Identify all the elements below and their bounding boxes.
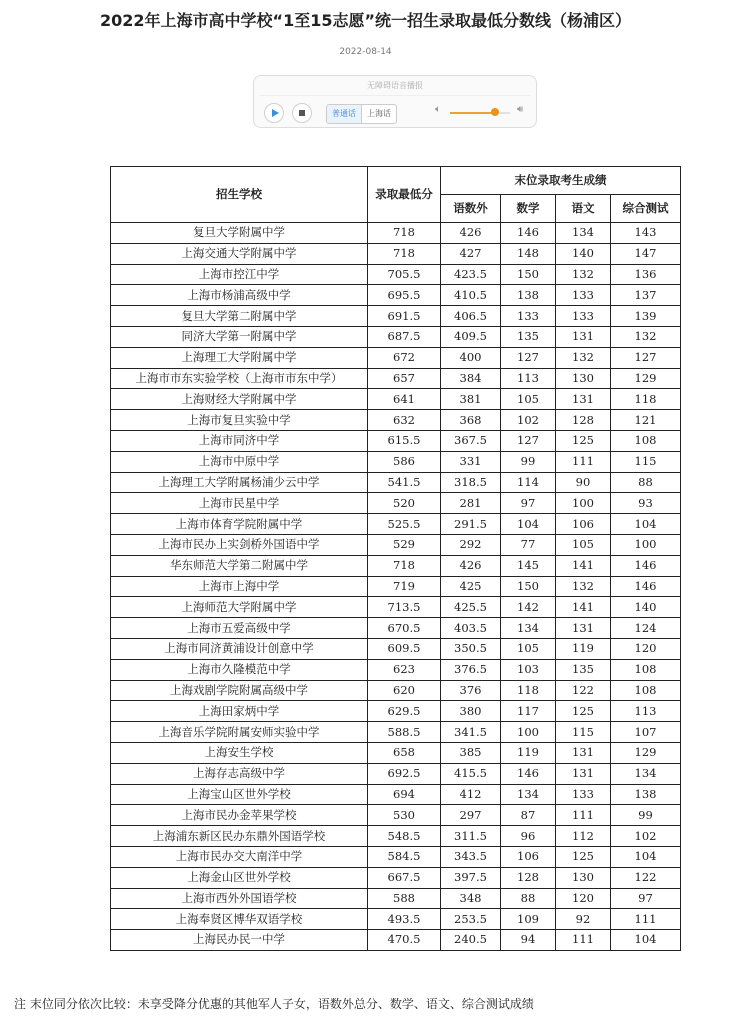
min-score-cell: 705.5	[368, 264, 441, 285]
school-cell: 复旦大学附属中学	[111, 223, 368, 244]
table-row	[111, 659, 681, 680]
chinese-cell: 90	[556, 472, 611, 493]
school-cell: 上海市上海中学	[111, 576, 368, 597]
min-score-cell: 588	[368, 888, 441, 909]
table-row	[111, 701, 681, 722]
ycw-cell: 425.5	[441, 597, 501, 618]
min-score-cell: 658	[368, 742, 441, 763]
comprehensive-cell: 115	[611, 451, 681, 472]
chinese-cell: 141	[556, 597, 611, 618]
school-cell: 上海师范大学附属中学	[111, 597, 368, 618]
audio-player	[253, 75, 537, 128]
ycw-cell: 409.5	[441, 326, 501, 347]
comprehensive-cell: 140	[611, 597, 681, 618]
comprehensive-cell: 146	[611, 555, 681, 576]
ycw-cell: 343.5	[441, 846, 501, 867]
ycw-cell: 403.5	[441, 618, 501, 639]
comprehensive-cell: 102	[611, 826, 681, 847]
table-row	[111, 680, 681, 701]
school-cell: 上海市民星中学	[111, 493, 368, 514]
math-cell: 134	[501, 618, 556, 639]
comprehensive-cell: 104	[611, 930, 681, 951]
school-cell: 上海音乐学院附属安师实验中学	[111, 722, 368, 743]
chinese-cell: 115	[556, 722, 611, 743]
header-comprehensive: 综合测试	[611, 195, 681, 223]
school-cell: 上海市西外外国语学校	[111, 888, 368, 909]
school-cell: 上海市民办交大南洋中学	[111, 846, 368, 867]
ycw-cell: 331	[441, 451, 501, 472]
math-cell: 142	[501, 597, 556, 618]
ycw-cell: 240.5	[441, 930, 501, 951]
header-math: 数学	[501, 195, 556, 223]
comprehensive-cell: 97	[611, 888, 681, 909]
speaker-high-icon: 🔊︎	[517, 104, 524, 115]
ycw-cell: 426	[441, 555, 501, 576]
ycw-cell: 253.5	[441, 909, 501, 930]
school-cell: 上海理工大学附属中学	[111, 347, 368, 368]
math-cell: 97	[501, 493, 556, 514]
volume-fill	[450, 112, 495, 114]
min-score-cell: 529	[368, 534, 441, 555]
table-row	[111, 722, 681, 743]
comprehensive-cell: 108	[611, 659, 681, 680]
school-cell: 上海理工大学附属杨浦少云中学	[111, 472, 368, 493]
chinese-cell: 135	[556, 659, 611, 680]
table-row	[111, 867, 681, 888]
comprehensive-cell: 100	[611, 534, 681, 555]
table-row	[111, 264, 681, 285]
school-cell: 上海市控江中学	[111, 264, 368, 285]
min-score-cell: 718	[368, 243, 441, 264]
ycw-cell: 376.5	[441, 659, 501, 680]
chinese-cell: 133	[556, 784, 611, 805]
comprehensive-cell: 127	[611, 347, 681, 368]
comprehensive-cell: 138	[611, 784, 681, 805]
chinese-cell: 111	[556, 805, 611, 826]
comprehensive-cell: 107	[611, 722, 681, 743]
table-row	[111, 514, 681, 535]
comprehensive-cell: 122	[611, 867, 681, 888]
ycw-cell: 425	[441, 576, 501, 597]
ycw-cell: 292	[441, 534, 501, 555]
table-row	[111, 742, 681, 763]
min-score-cell: 493.5	[368, 909, 441, 930]
chinese-cell: 92	[556, 909, 611, 930]
school-cell: 上海金山区世外学校	[111, 867, 368, 888]
chinese-cell: 111	[556, 930, 611, 951]
math-cell: 133	[501, 306, 556, 327]
math-cell: 88	[501, 888, 556, 909]
school-cell: 华东师范大学第二附属中学	[111, 555, 368, 576]
table-row	[111, 909, 681, 930]
min-score-cell: 530	[368, 805, 441, 826]
chinese-cell: 122	[556, 680, 611, 701]
school-cell: 上海市杨浦高级中学	[111, 285, 368, 306]
table-row	[111, 846, 681, 867]
min-score-cell: 719	[368, 576, 441, 597]
min-score-cell: 586	[368, 451, 441, 472]
table-row	[111, 888, 681, 909]
table-row	[111, 326, 681, 347]
min-score-cell: 687.5	[368, 326, 441, 347]
min-score-cell: 718	[368, 223, 441, 244]
ycw-cell: 348	[441, 888, 501, 909]
comprehensive-cell: 99	[611, 805, 681, 826]
ycw-cell: 397.5	[441, 867, 501, 888]
math-cell: 117	[501, 701, 556, 722]
comprehensive-cell: 118	[611, 389, 681, 410]
chinese-cell: 130	[556, 867, 611, 888]
school-cell: 上海市民办上实剑桥外国语中学	[111, 534, 368, 555]
min-score-cell: 520	[368, 493, 441, 514]
math-cell: 148	[501, 243, 556, 264]
math-cell: 134	[501, 784, 556, 805]
table-row	[111, 243, 681, 264]
min-score-cell: 692.5	[368, 763, 441, 784]
min-score-cell: 588.5	[368, 722, 441, 743]
school-cell: 上海浦东新区民办东鼎外国语学校	[111, 826, 368, 847]
school-cell: 上海安生学校	[111, 742, 368, 763]
comprehensive-cell: 134	[611, 763, 681, 784]
volume-knob[interactable]	[491, 108, 499, 116]
math-cell: 105	[501, 638, 556, 659]
school-cell: 上海宝山区世外学校	[111, 784, 368, 805]
volume-slider[interactable]	[450, 112, 510, 114]
math-cell: 87	[501, 805, 556, 826]
table-body	[111, 223, 681, 951]
comprehensive-cell: 104	[611, 514, 681, 535]
chinese-cell: 131	[556, 763, 611, 784]
comprehensive-cell: 143	[611, 223, 681, 244]
ycw-cell: 318.5	[441, 472, 501, 493]
comprehensive-cell: 129	[611, 742, 681, 763]
math-cell: 113	[501, 368, 556, 389]
chinese-cell: 119	[556, 638, 611, 659]
chinese-cell: 125	[556, 430, 611, 451]
play-button[interactable]	[264, 103, 284, 123]
table-row	[111, 223, 681, 244]
math-cell: 145	[501, 555, 556, 576]
math-cell: 118	[501, 680, 556, 701]
min-score-cell: 670.5	[368, 618, 441, 639]
chinese-cell: 131	[556, 742, 611, 763]
table-row	[111, 555, 681, 576]
comprehensive-cell: 111	[611, 909, 681, 930]
chinese-cell: 131	[556, 326, 611, 347]
ycw-cell: 376	[441, 680, 501, 701]
math-cell: 150	[501, 264, 556, 285]
player-hint: 无障碍语音播报	[367, 81, 423, 90]
table-row	[111, 368, 681, 389]
math-cell: 94	[501, 930, 556, 951]
comprehensive-cell: 121	[611, 410, 681, 431]
chinese-cell: 125	[556, 701, 611, 722]
stop-button[interactable]	[292, 103, 312, 123]
math-cell: 146	[501, 763, 556, 784]
school-cell: 上海市同济黄浦设计创意中学	[111, 638, 368, 659]
min-score-cell: 470.5	[368, 930, 441, 951]
ycw-cell: 406.5	[441, 306, 501, 327]
min-score-cell: 718	[368, 555, 441, 576]
min-score-cell: 615.5	[368, 430, 441, 451]
table-row	[111, 430, 681, 451]
school-cell: 上海戏剧学院附属高级中学	[111, 680, 368, 701]
ycw-cell: 341.5	[441, 722, 501, 743]
comprehensive-cell: 129	[611, 368, 681, 389]
table-row	[111, 826, 681, 847]
comprehensive-cell: 139	[611, 306, 681, 327]
school-cell: 上海市复旦实验中学	[111, 410, 368, 431]
language-switch	[326, 104, 397, 124]
publish-date: 2022-08-14	[339, 47, 392, 57]
table-row	[111, 410, 681, 431]
min-score-cell: 541.5	[368, 472, 441, 493]
min-score-cell: 629.5	[368, 701, 441, 722]
math-cell: 146	[501, 223, 556, 244]
ycw-cell: 423.5	[441, 264, 501, 285]
min-score-cell: 713.5	[368, 597, 441, 618]
header-school: 招生学校	[111, 167, 368, 223]
chinese-cell: 125	[556, 846, 611, 867]
comprehensive-cell: 120	[611, 638, 681, 659]
math-cell: 109	[501, 909, 556, 930]
min-score-cell: 609.5	[368, 638, 441, 659]
comprehensive-cell: 108	[611, 680, 681, 701]
min-score-cell: 672	[368, 347, 441, 368]
comprehensive-cell: 93	[611, 493, 681, 514]
chinese-cell: 132	[556, 576, 611, 597]
min-score-cell: 623	[368, 659, 441, 680]
math-cell: 135	[501, 326, 556, 347]
table-row	[111, 805, 681, 826]
ycw-cell: 400	[441, 347, 501, 368]
school-cell: 上海存志高级中学	[111, 763, 368, 784]
chinese-cell: 140	[556, 243, 611, 264]
min-score-cell: 548.5	[368, 826, 441, 847]
footnote: 注 末位同分依次比较：未享受降分优惠的其他军人子女，语数外总分、数学、语文、综合测试成绩	[14, 997, 534, 1011]
math-cell: 77	[501, 534, 556, 555]
math-cell: 127	[501, 347, 556, 368]
ycw-cell: 415.5	[441, 763, 501, 784]
ycw-cell: 381	[441, 389, 501, 410]
comprehensive-cell: 132	[611, 326, 681, 347]
math-cell: 96	[501, 826, 556, 847]
ycw-cell: 368	[441, 410, 501, 431]
chinese-cell: 111	[556, 451, 611, 472]
chinese-cell: 133	[556, 285, 611, 306]
math-cell: 128	[501, 867, 556, 888]
math-cell: 105	[501, 389, 556, 410]
comprehensive-cell: 104	[611, 846, 681, 867]
ycw-cell: 427	[441, 243, 501, 264]
school-cell: 上海市民办金苹果学校	[111, 805, 368, 826]
ycw-cell: 350.5	[441, 638, 501, 659]
min-score-cell: 667.5	[368, 867, 441, 888]
table-row	[111, 930, 681, 951]
math-cell: 99	[501, 451, 556, 472]
table-row	[111, 534, 681, 555]
header-ycw: 语数外	[441, 195, 501, 223]
header-last-admitted: 末位录取考生成绩	[441, 167, 681, 195]
table-row	[111, 763, 681, 784]
ycw-cell: 412	[441, 784, 501, 805]
math-cell: 103	[501, 659, 556, 680]
comprehensive-cell: 108	[611, 430, 681, 451]
min-score-cell: 632	[368, 410, 441, 431]
school-cell: 复旦大学第二附属中学	[111, 306, 368, 327]
min-score-cell: 695.5	[368, 285, 441, 306]
chinese-cell: 128	[556, 410, 611, 431]
chinese-cell: 134	[556, 223, 611, 244]
math-cell: 104	[501, 514, 556, 535]
chinese-cell: 120	[556, 888, 611, 909]
lang-shanghai-button[interactable]: 上海话	[361, 105, 396, 123]
min-score-cell: 691.5	[368, 306, 441, 327]
school-cell: 上海交通大学附属中学	[111, 243, 368, 264]
chinese-cell: 132	[556, 264, 611, 285]
school-cell: 上海市久隆模范中学	[111, 659, 368, 680]
math-cell: 102	[501, 410, 556, 431]
math-cell: 138	[501, 285, 556, 306]
chinese-cell: 105	[556, 534, 611, 555]
math-cell: 100	[501, 722, 556, 743]
school-cell: 上海市市东实验学校（上海市市东中学）	[111, 368, 368, 389]
admission-score-table	[110, 166, 681, 951]
math-cell: 106	[501, 846, 556, 867]
chinese-cell: 131	[556, 618, 611, 639]
table-row	[111, 451, 681, 472]
ycw-cell: 384	[441, 368, 501, 389]
ycw-cell: 426	[441, 223, 501, 244]
player-divider	[260, 95, 530, 96]
min-score-cell: 641	[368, 389, 441, 410]
min-score-cell: 620	[368, 680, 441, 701]
school-cell: 上海民办民一中学	[111, 930, 368, 951]
school-cell: 上海奉贤区博华双语学校	[111, 909, 368, 930]
table-row	[111, 618, 681, 639]
chinese-cell: 100	[556, 493, 611, 514]
min-score-cell: 657	[368, 368, 441, 389]
min-score-cell: 694	[368, 784, 441, 805]
chinese-cell: 132	[556, 347, 611, 368]
table-row	[111, 285, 681, 306]
school-cell: 同济大学第一附属中学	[111, 326, 368, 347]
header-min-score: 录取最低分	[368, 167, 441, 223]
table-row	[111, 493, 681, 514]
comprehensive-cell: 136	[611, 264, 681, 285]
comprehensive-cell: 88	[611, 472, 681, 493]
table-row	[111, 472, 681, 493]
table-row	[111, 347, 681, 368]
ycw-cell: 291.5	[441, 514, 501, 535]
school-cell: 上海财经大学附属中学	[111, 389, 368, 410]
school-cell: 上海市同济中学	[111, 430, 368, 451]
ycw-cell: 385	[441, 742, 501, 763]
lang-mandarin-button[interactable]: 普通话	[327, 105, 361, 123]
ycw-cell: 297	[441, 805, 501, 826]
comprehensive-cell: 113	[611, 701, 681, 722]
chinese-cell: 141	[556, 555, 611, 576]
article-title: 2022年上海市高中学校“1至15志愿”统一招生录取最低分数线（杨浦区）	[100, 11, 631, 30]
math-cell: 119	[501, 742, 556, 763]
school-cell: 上海市五爱高级中学	[111, 618, 368, 639]
math-cell: 150	[501, 576, 556, 597]
min-score-cell: 525.5	[368, 514, 441, 535]
table-row	[111, 784, 681, 805]
ycw-cell: 281	[441, 493, 501, 514]
comprehensive-cell: 146	[611, 576, 681, 597]
school-cell: 上海市中原中学	[111, 451, 368, 472]
math-cell: 114	[501, 472, 556, 493]
table-row	[111, 389, 681, 410]
ycw-cell: 410.5	[441, 285, 501, 306]
min-score-cell: 584.5	[368, 846, 441, 867]
chinese-cell: 133	[556, 306, 611, 327]
chinese-cell: 106	[556, 514, 611, 535]
chinese-cell: 131	[556, 389, 611, 410]
school-cell: 上海田家炳中学	[111, 701, 368, 722]
speaker-low-icon: 🔈︎	[435, 104, 441, 115]
comprehensive-cell: 137	[611, 285, 681, 306]
table-row	[111, 576, 681, 597]
ycw-cell: 311.5	[441, 826, 501, 847]
chinese-cell: 130	[556, 368, 611, 389]
comprehensive-cell: 147	[611, 243, 681, 264]
chinese-cell: 112	[556, 826, 611, 847]
table-row	[111, 597, 681, 618]
table-row	[111, 638, 681, 659]
math-cell: 127	[501, 430, 556, 451]
table-row	[111, 306, 681, 327]
header-chinese: 语文	[556, 195, 611, 223]
ycw-cell: 367.5	[441, 430, 501, 451]
ycw-cell: 380	[441, 701, 501, 722]
comprehensive-cell: 124	[611, 618, 681, 639]
school-cell: 上海市体育学院附属中学	[111, 514, 368, 535]
